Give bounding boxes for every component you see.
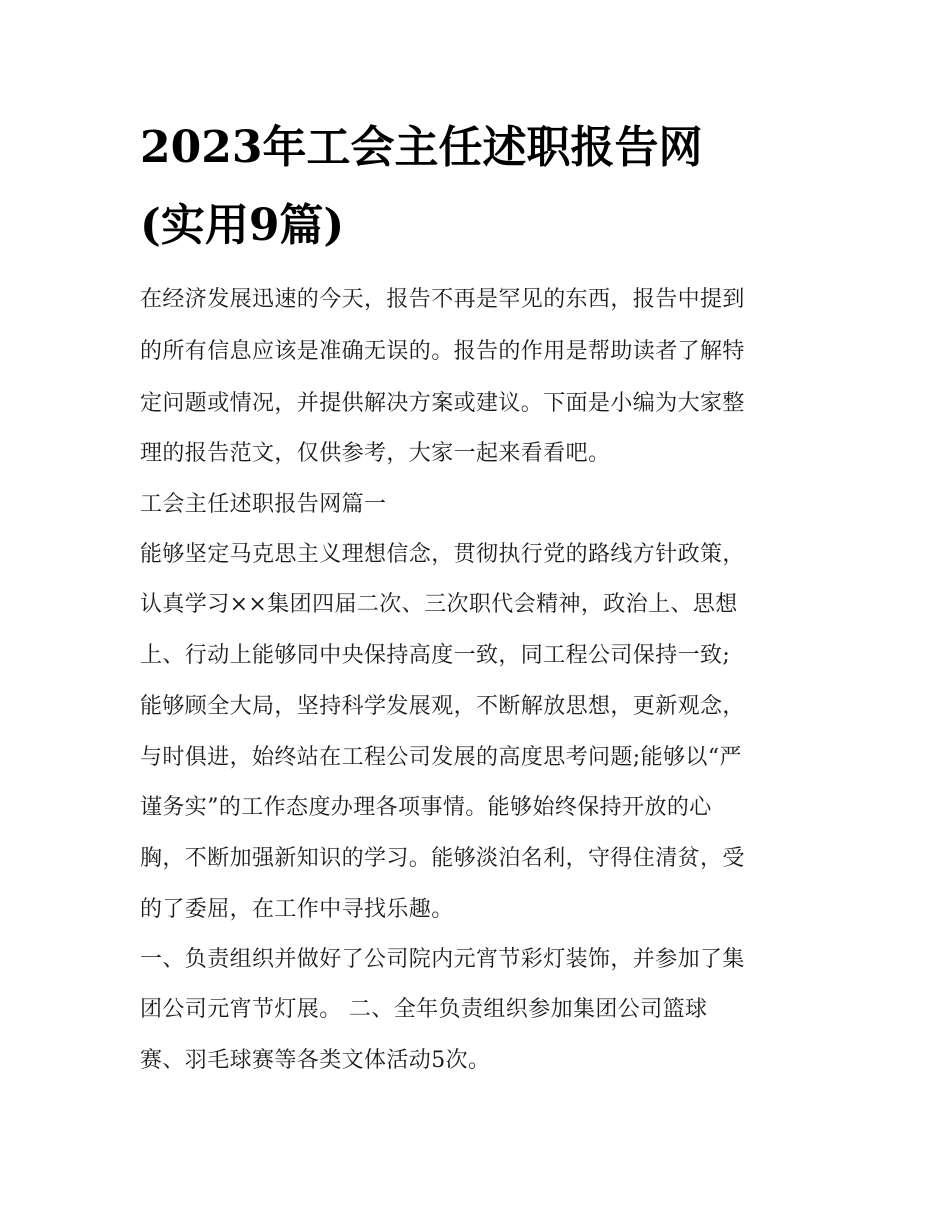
body-paragraph-line: 上、行动上能够同中央保持高度一致，同工程公司保持一致;	[140, 643, 731, 668]
intro-paragraph-line: 的所有信息应该是准确无误的。报告的作用是帮助读者了解特	[140, 339, 745, 364]
list-item-line: 一、负责组织并做好了公司院内元宵节彩灯装饰，并参加了集	[140, 947, 745, 972]
body-paragraph-line: 能够坚定马克思主义理想信念，贯彻执行党的路线方针政策，	[140, 542, 745, 567]
section-heading: 工会主任述职报告网篇一	[140, 492, 387, 517]
body-paragraph-line: 认真学习××集团四届二次、三次职代会精神，政治上、思想	[140, 592, 738, 617]
list-item-line: 团公司元宵节灯展。 二、全年负责组织参加集团公司篮球	[140, 997, 708, 1022]
document-title-line-1: 2023年工会主任述职报告网	[140, 122, 703, 173]
list-item-line: 赛、羽毛球赛等各类文体活动5次。	[140, 1048, 491, 1073]
intro-paragraph-line: 在经济发展迅速的今天，报告不再是罕见的东西，报告中提到	[140, 287, 745, 312]
body-paragraph-line: 谨务实”的工作态度办理各项事情。能够始终保持开放的心	[140, 795, 712, 820]
body-paragraph-line: 胸，不断加强新知识的学习。能够淡泊名利，守得住清贫，受	[140, 846, 745, 871]
intro-paragraph-line: 理的报告范文，仅供参考，大家一起来看看吧。	[140, 441, 611, 466]
intro-paragraph-line: 定问题或情况，并提供解决方案或建议。下面是小编为大家整	[140, 391, 745, 416]
body-paragraph-line: 的了委屈，在工作中寻找乐趣。	[140, 897, 454, 922]
document-title-line-2: (实用9篇)	[140, 200, 345, 251]
body-paragraph-line: 与时俱进，始终站在工程公司发展的高度思考问题;能够以“严	[140, 745, 742, 770]
body-paragraph-line: 能够顾全大局，坚持科学发展观，不断解放思想，更新观念，	[140, 694, 745, 719]
